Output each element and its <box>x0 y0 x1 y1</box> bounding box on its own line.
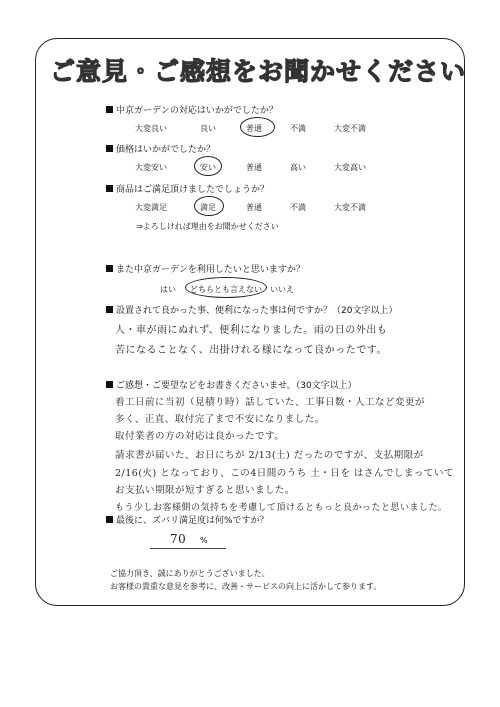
question-reuse-label: また中京ガーデンを利用したいと思いますか？ <box>116 265 305 275</box>
question-feedback <box>106 378 357 391</box>
option-service-very-dissatisfied[interactable]: 大変不満 <box>334 124 366 133</box>
question-feedback-label: ご感想・ご要望などをお書きくださいませ。（30文字以上） <box>116 381 357 391</box>
answer-feedback-line: お支払い期限が短すぎると思いました。 <box>115 485 296 496</box>
answer-feedback-line: 多く、正直、取付完了まで不安になりました。 <box>115 414 325 425</box>
option-price-very-expensive[interactable]: 大変高い <box>334 163 366 172</box>
option-service-normal[interactable]: 普通 <box>246 124 262 133</box>
question-price <box>106 142 215 155</box>
bullet-square-icon <box>106 265 113 272</box>
bullet-square-icon <box>106 381 113 388</box>
answer-feedback-line: 請求書が届いた、お日にちが 2/13(土) だったのですが、支払期限が <box>115 450 424 461</box>
option-price-normal[interactable]: 普通 <box>246 163 262 172</box>
thanks-line: お客様の貴重な意見を参考に、改善・サービスの向上に活かして参ります。 <box>110 582 382 591</box>
option-price-cheap[interactable]: 安い <box>200 163 216 172</box>
option-reuse-no[interactable]: いいえ <box>270 285 294 294</box>
question-price-label: 価格はいかがでしたか？ <box>116 145 216 155</box>
option-price-very-cheap[interactable]: 大変安い <box>135 163 167 172</box>
question-benefit-label: 設置されて良かった事、便利になった事は何ですか？（20文字以上） <box>116 306 398 316</box>
selected-circle-service <box>240 117 275 137</box>
selected-circle-product <box>194 196 224 216</box>
answer-benefit-line: 人・車が雨にぬれず、便利になりました。雨の日の外出も <box>115 325 388 336</box>
answer-feedback-line: 取付業者の方の対応は良かったです。 <box>115 431 285 442</box>
question-benefit <box>106 303 397 316</box>
option-product-dissatisfied[interactable]: 不満 <box>290 203 306 212</box>
satisfaction-unit: % <box>200 536 208 545</box>
answer-benefit-line: 苦になることなく、出掛けれる様になって良かったです。 <box>115 345 387 356</box>
question-product-label: 商品はご満足頂けましたでしょうか？ <box>116 185 270 195</box>
thanks-line: ご協力頂き、誠にありがとうございました。 <box>110 569 270 578</box>
question-satisfaction <box>106 513 269 526</box>
selected-circle-reuse <box>185 277 267 298</box>
satisfaction-underline <box>150 548 226 549</box>
satisfaction-value[interactable]: 70 <box>170 532 187 546</box>
survey-title: ご意見・ご感想をお聞かせください <box>50 57 467 86</box>
option-product-very-dissatisfied[interactable]: 大変不満 <box>334 203 366 212</box>
question-product <box>106 182 269 195</box>
option-reuse-yes[interactable]: はい <box>160 285 176 294</box>
option-reuse-neither[interactable]: どちらとも言えない <box>190 285 262 294</box>
answer-feedback-line: もう少しお客様側の気持ちを考慮して頂けるともっと良かったと思いました。 <box>115 503 448 513</box>
option-product-very-satisfied[interactable]: 大変満足 <box>135 203 167 212</box>
question-service-label: 中京ガーデンの対応はいかがでしたか？ <box>116 106 278 116</box>
bullet-square-icon <box>106 185 113 192</box>
option-service-very-good[interactable]: 大変良い <box>135 124 167 133</box>
question-reuse <box>106 262 305 275</box>
reason-prompt: ⇒よろしければ理由をお聞かせください <box>136 222 279 231</box>
bullet-square-icon <box>106 306 113 313</box>
question-service <box>106 103 278 116</box>
answer-feedback-line: 2/16(火) となっており、この4日間のうち 土・日を はさんでしまっていて <box>115 468 454 479</box>
question-satisfaction-label: 最後に、ズバリ満足度は何%ですか？ <box>116 516 269 526</box>
bullet-square-icon <box>106 145 113 152</box>
answer-feedback-line: 着工日前に当初（見積り時）話していた、工事日数・人工など変更が <box>115 397 426 408</box>
option-product-satisfied[interactable]: 満足 <box>200 203 216 212</box>
option-product-normal[interactable]: 普通 <box>246 203 262 212</box>
option-service-good[interactable]: 良い <box>200 124 216 133</box>
selected-circle-price <box>194 156 222 176</box>
option-service-dissatisfied[interactable]: 不満 <box>290 124 306 133</box>
bullet-square-icon <box>106 106 113 113</box>
option-price-expensive[interactable]: 高い <box>290 163 306 172</box>
bullet-square-icon <box>106 516 113 523</box>
